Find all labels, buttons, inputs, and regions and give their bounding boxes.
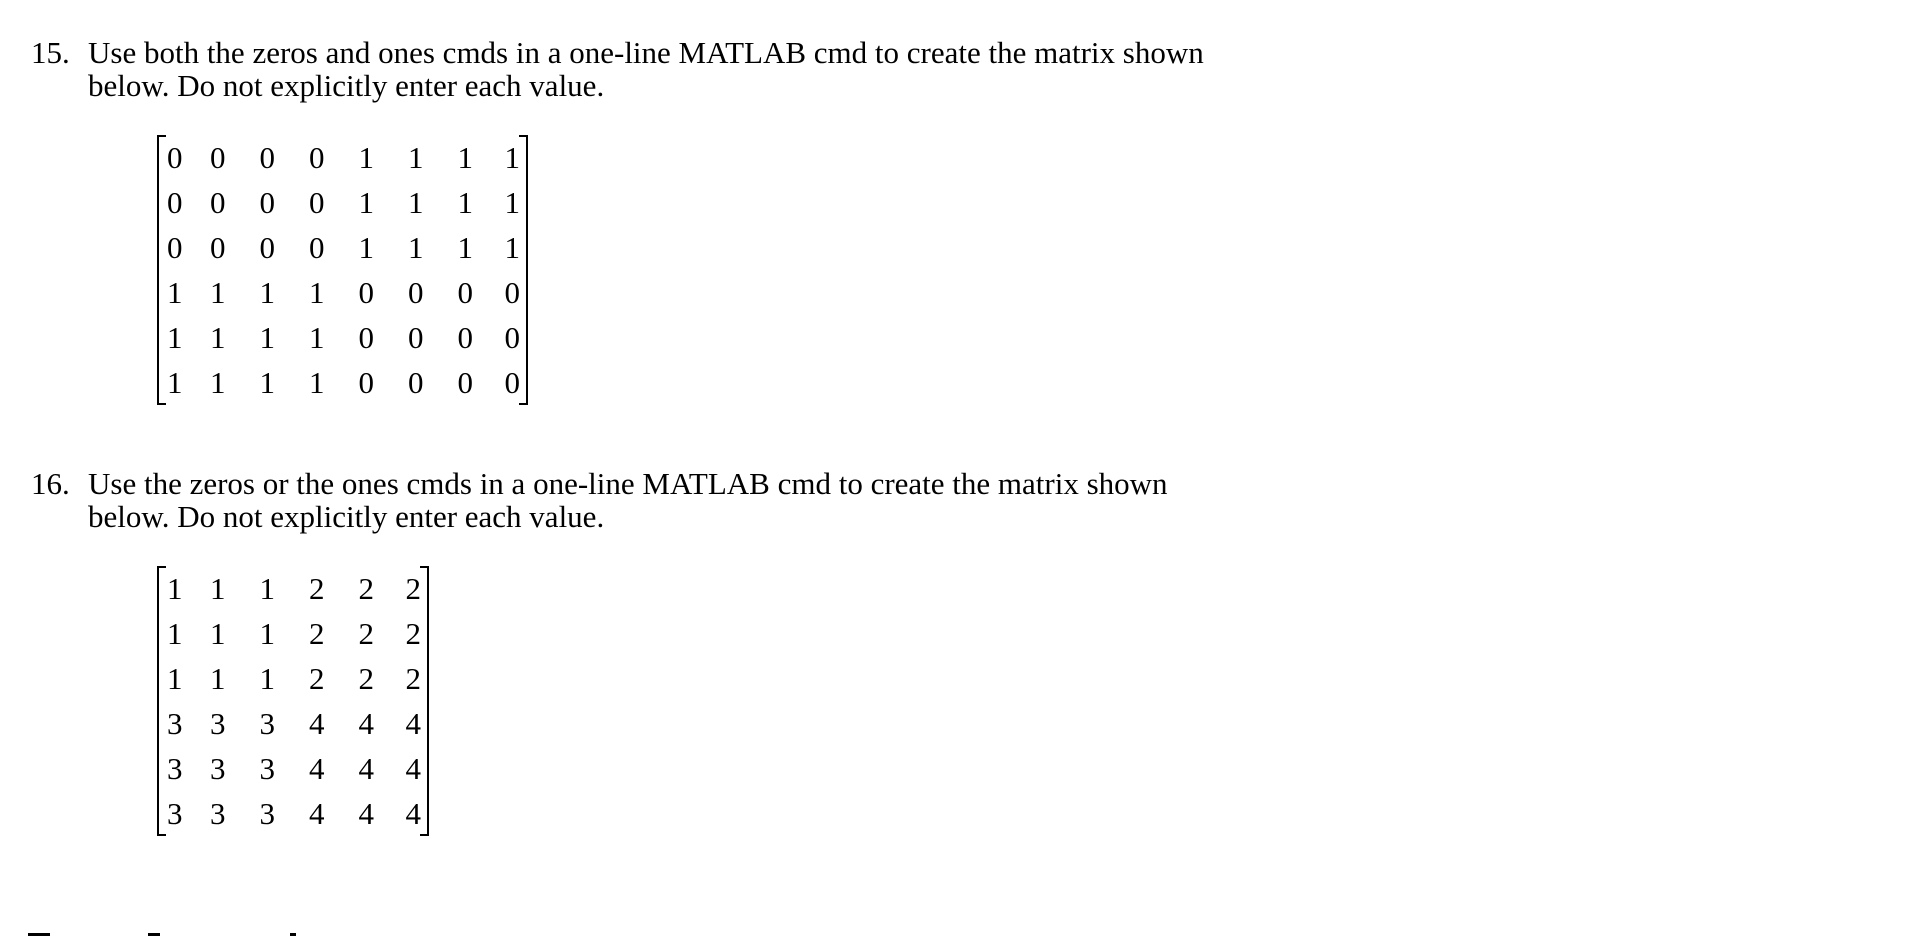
matrix-row — [164, 360, 520, 405]
matrix-cell: 4 — [309, 795, 325, 831]
matrix-cell: 3 — [259, 705, 275, 741]
matrix-cell: 1 — [309, 319, 325, 355]
matrix-cell: 4 — [358, 705, 374, 741]
matrix-cell: 1 — [167, 570, 183, 606]
matrix-cell: 1 — [167, 319, 183, 355]
matrix-cell: 2 — [309, 570, 325, 606]
matrix-cell: 0 — [457, 274, 473, 310]
matrix-cell: 2 — [358, 615, 374, 651]
matrix-cell: 3 — [210, 795, 226, 831]
matrix-cell: 1 — [504, 139, 520, 175]
matrix-cell: 2 — [405, 660, 421, 696]
matrix-cell: 1 — [309, 274, 325, 310]
matrix-row — [164, 566, 421, 611]
matrix-row — [164, 225, 520, 270]
matrix-15 — [157, 135, 528, 410]
matrix-row — [164, 270, 520, 315]
matrix-16 — [157, 566, 429, 841]
cut-off-next-line — [28, 930, 328, 936]
bracket-corner — [157, 135, 166, 137]
matrix-cell: 1 — [167, 274, 183, 310]
matrix-cell: 2 — [309, 615, 325, 651]
problem-number: 15. — [31, 35, 70, 70]
matrix-cell: 0 — [167, 229, 183, 265]
matrix-row — [164, 791, 421, 836]
matrix-cell: 0 — [259, 139, 275, 175]
matrix-table — [164, 566, 421, 836]
matrix-cell: 3 — [259, 795, 275, 831]
matrix-cell: 4 — [358, 795, 374, 831]
matrix-cell: 0 — [309, 229, 325, 265]
matrix-cell: 0 — [457, 319, 473, 355]
matrix-cell: 1 — [210, 364, 226, 400]
matrix-cell: 1 — [259, 660, 275, 696]
matrix-row — [164, 746, 421, 791]
matrix-cell: 3 — [167, 750, 183, 786]
matrix-cell: 1 — [457, 139, 473, 175]
matrix-cell: 0 — [504, 364, 520, 400]
matrix-cell: 0 — [210, 184, 226, 220]
matrix-cell: 0 — [457, 364, 473, 400]
bracket-corner — [157, 403, 166, 405]
matrix-cell: 1 — [210, 319, 226, 355]
matrix-cell: 1 — [358, 184, 374, 220]
prompt-line-2: below. Do not explicitly enter each value. — [88, 499, 605, 534]
matrix-row — [164, 315, 520, 360]
matrix-brackets — [157, 566, 429, 836]
matrix-cell: 3 — [210, 750, 226, 786]
matrix-cell: 4 — [358, 750, 374, 786]
matrix-cell: 0 — [358, 274, 374, 310]
matrix-cell: 1 — [457, 184, 473, 220]
matrix-cell: 0 — [408, 364, 424, 400]
matrix-cell: 0 — [408, 319, 424, 355]
matrix-row — [164, 656, 421, 701]
matrix-cell: 1 — [259, 274, 275, 310]
matrix-cell: 1 — [259, 319, 275, 355]
matrix-cell: 2 — [405, 570, 421, 606]
matrix-cell: 1 — [358, 139, 374, 175]
matrix-cell: 1 — [358, 229, 374, 265]
matrix-cell: 0 — [358, 319, 374, 355]
matrix-cell: 4 — [405, 795, 421, 831]
matrix-brackets — [157, 135, 528, 405]
matrix-cell: 2 — [358, 660, 374, 696]
matrix-cell: 4 — [405, 705, 421, 741]
matrix-table — [164, 135, 520, 405]
problem-15-prompt — [31, 36, 1331, 102]
matrix-cell: 1 — [259, 364, 275, 400]
matrix-row — [164, 135, 520, 180]
matrix-cell: 1 — [408, 229, 424, 265]
matrix-cell: 0 — [167, 184, 183, 220]
matrix-cell: 3 — [259, 750, 275, 786]
matrix-cell: 3 — [210, 705, 226, 741]
bracket-corner — [420, 834, 429, 836]
bracket-corner — [157, 566, 166, 568]
matrix-cell: 1 — [167, 660, 183, 696]
problem-16-prompt — [31, 467, 1331, 533]
matrix-cell: 0 — [167, 139, 183, 175]
problem-number: 16. — [31, 466, 70, 501]
bracket-corner — [420, 566, 429, 568]
matrix-row — [164, 180, 520, 225]
matrix-cell: 3 — [167, 795, 183, 831]
problem-16 — [31, 467, 1331, 841]
matrix-cell: 1 — [210, 274, 226, 310]
matrix-cell: 0 — [210, 139, 226, 175]
matrix-cell: 1 — [309, 364, 325, 400]
matrix-row — [164, 701, 421, 746]
matrix-cell: 2 — [405, 615, 421, 651]
matrix-cell: 0 — [358, 364, 374, 400]
bracket-corner — [519, 135, 528, 137]
matrix-cell: 0 — [504, 319, 520, 355]
matrix-cell: 1 — [504, 184, 520, 220]
matrix-cell: 1 — [504, 229, 520, 265]
matrix-cell: 0 — [309, 184, 325, 220]
matrix-cell: 0 — [210, 229, 226, 265]
matrix-cell: 2 — [358, 570, 374, 606]
matrix-cell: 1 — [408, 184, 424, 220]
problem-15 — [31, 36, 1331, 410]
matrix-cell: 0 — [504, 274, 520, 310]
matrix-cell: 0 — [259, 184, 275, 220]
matrix-cell: 4 — [309, 750, 325, 786]
bracket-corner — [157, 834, 166, 836]
matrix-cell: 1 — [210, 570, 226, 606]
matrix-cell: 1 — [167, 364, 183, 400]
bracket-corner — [519, 403, 528, 405]
matrix-cell: 1 — [167, 615, 183, 651]
prompt-line-1: Use both the zeros and ones cmds in a one-line MATLAB cmd to create the matrix shown — [88, 35, 1204, 70]
matrix-row — [164, 611, 421, 656]
matrix-cell: 4 — [309, 705, 325, 741]
matrix-cell: 3 — [167, 705, 183, 741]
matrix-cell: 0 — [309, 139, 325, 175]
matrix-cell: 1 — [408, 139, 424, 175]
matrix-cell: 1 — [259, 570, 275, 606]
matrix-cell: 1 — [210, 615, 226, 651]
matrix-cell: 4 — [405, 750, 421, 786]
matrix-cell: 1 — [210, 660, 226, 696]
prompt-line-1: Use the zeros or the ones cmds in a one-line MATLAB cmd to create the matrix shown — [88, 466, 1168, 501]
matrix-cell: 0 — [408, 274, 424, 310]
matrix-cell: 2 — [309, 660, 325, 696]
matrix-cell: 0 — [259, 229, 275, 265]
matrix-cell: 1 — [457, 229, 473, 265]
prompt-line-2: below. Do not explicitly enter each value. — [88, 68, 605, 103]
matrix-cell: 1 — [259, 615, 275, 651]
